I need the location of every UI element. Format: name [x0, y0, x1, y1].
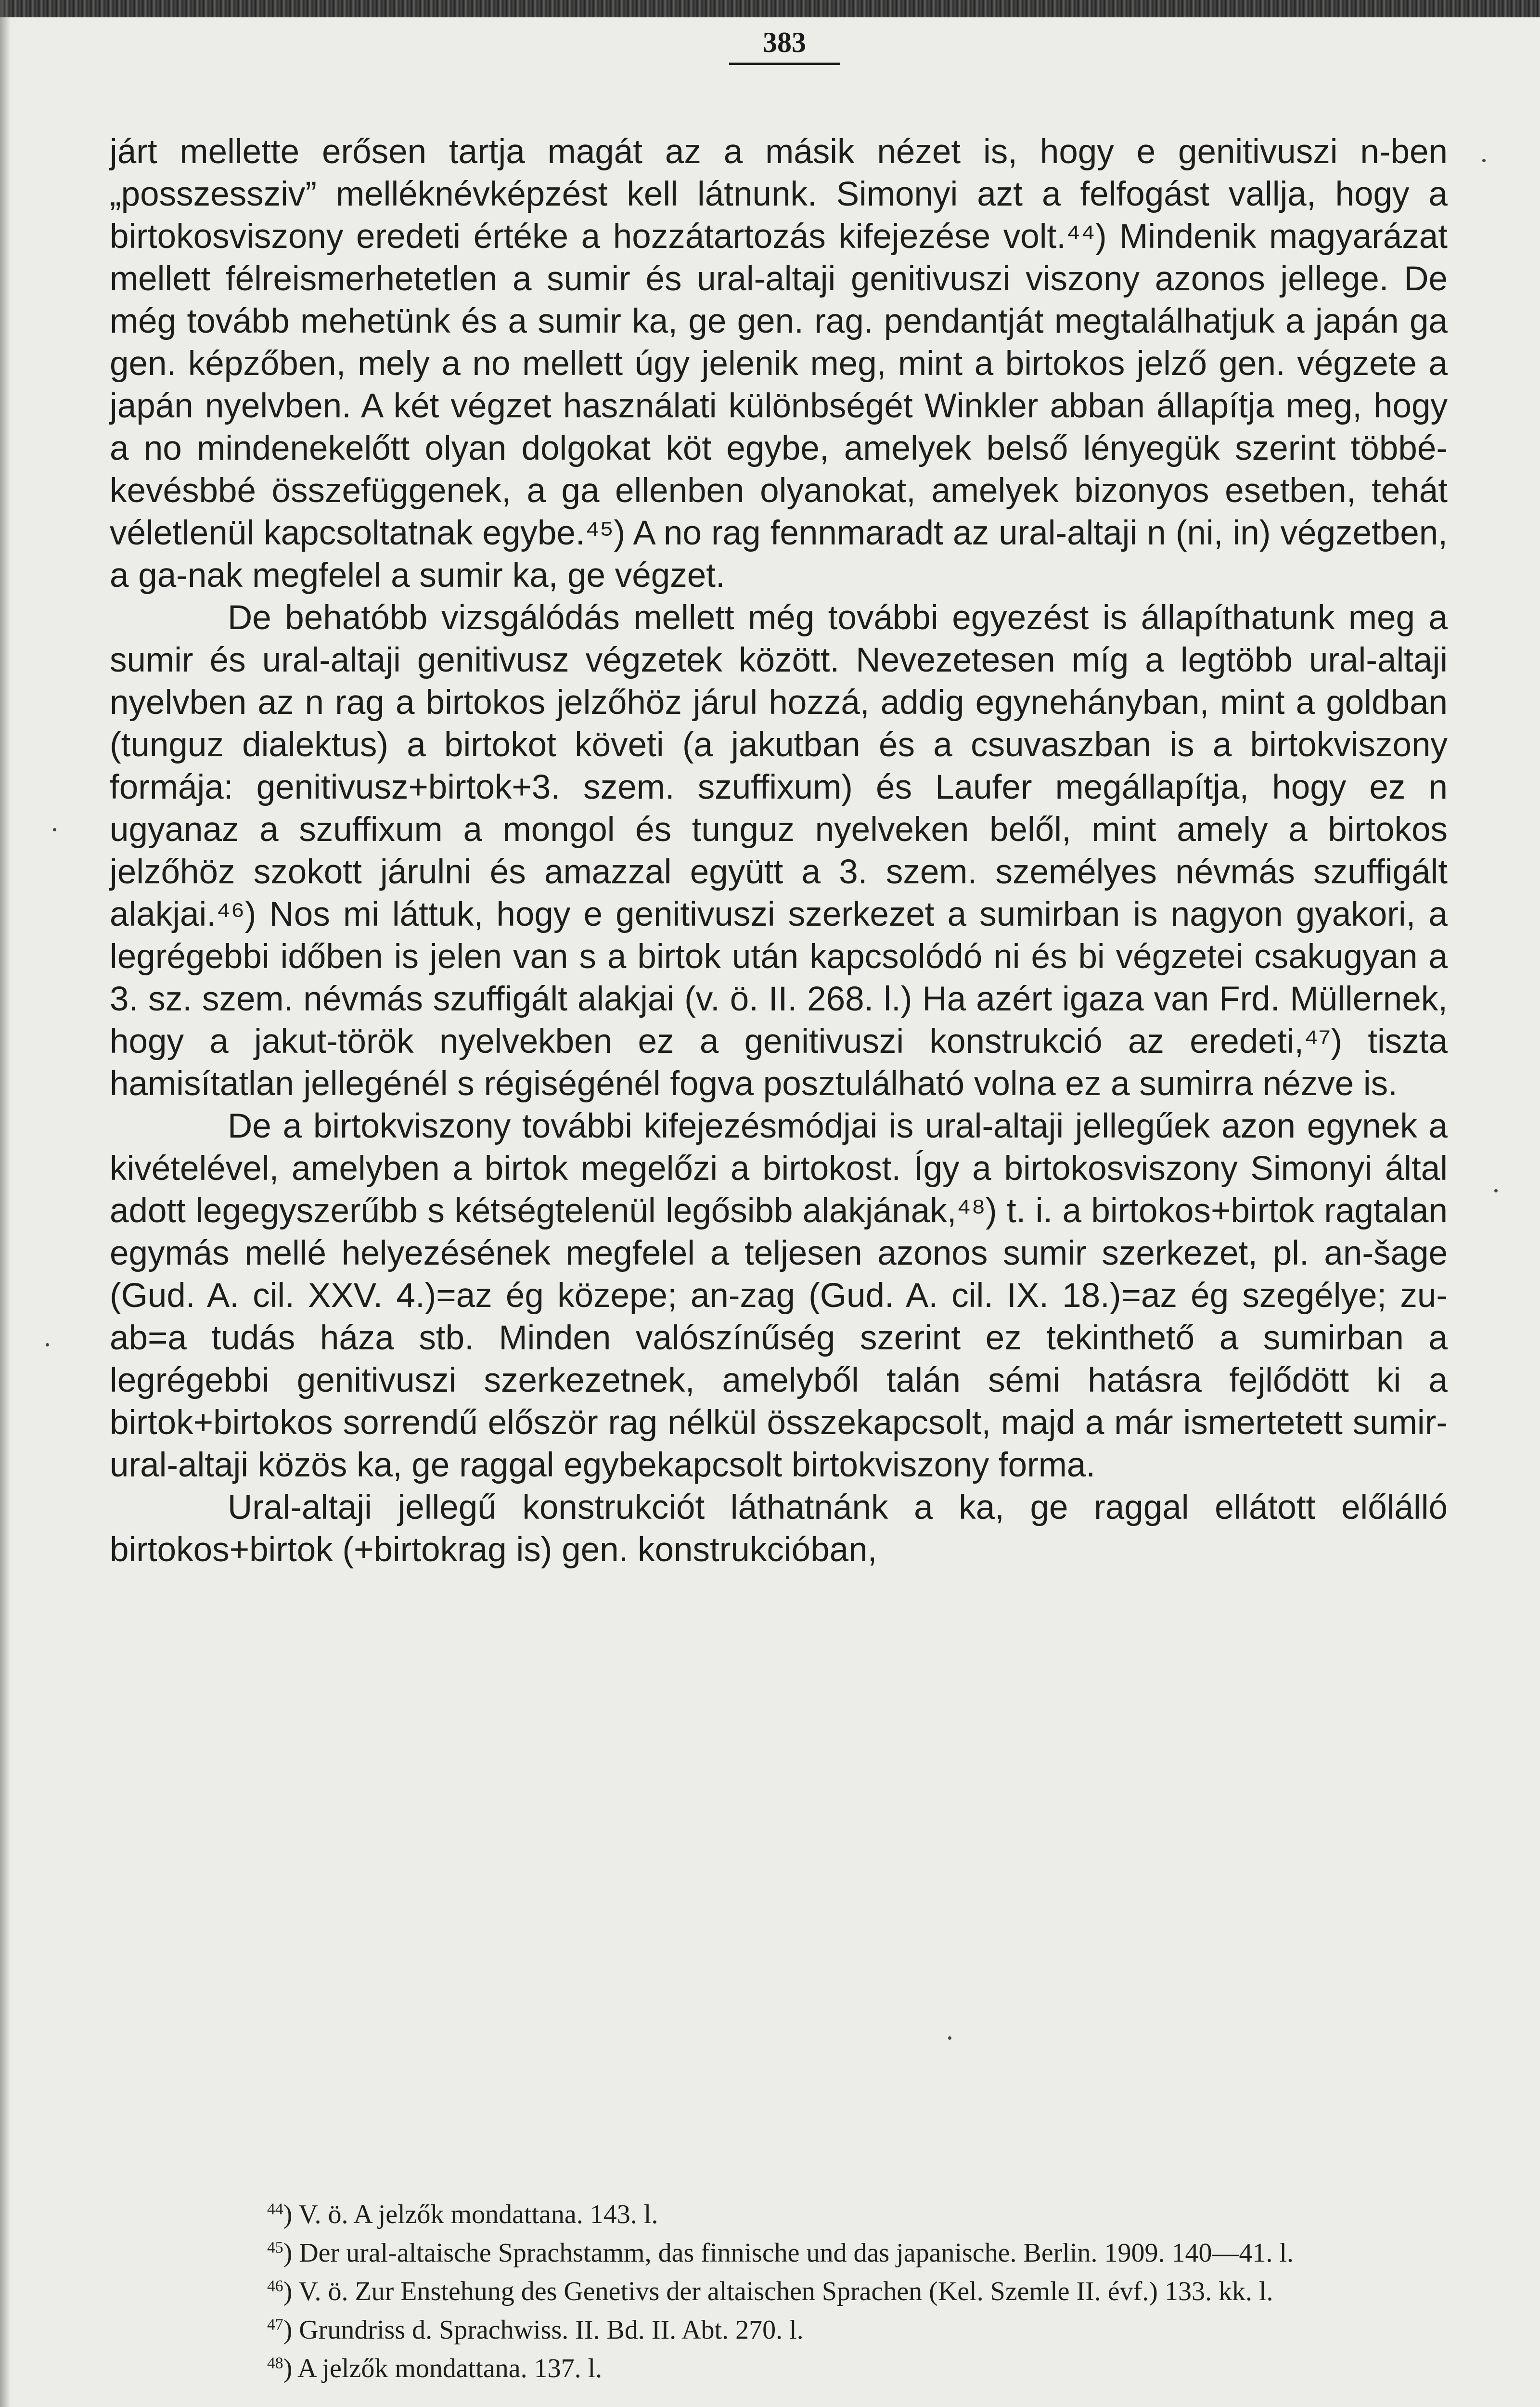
paragraph-4: Ural-altaji jellegű konstrukciót láthatnánk a ka, ge raggal ellátott előlálló birtokos+birtok (+birtokrag is) gen. konstrukcióban, — [110, 1488, 1448, 1569]
footnote-45: $^{45}$) Der ural-altaische Sprachstamm, das finnische und das japanische. Berlin. 1909. 140—41. l. — [267, 2238, 1294, 2268]
footnote-text: V. ö. A jelzők mondattana. 143. l. — [298, 2200, 658, 2229]
scan-edge-left — [0, 0, 11, 2407]
footnote-mark: 47 — [267, 2316, 283, 2334]
paragraph-3: De a birtokviszony további kifejezésmódjai is ural-altaji jellegűek azon egynek a kivételével, amelyben a birtok megelőzi a birtokost. Így a birtokosviszony Simonyi által adott legegyszerűbb s kétségtelenül legősibb alakjának,⁴⁸) t. i. a birtokos+birtok ragtalan egymás mellé helyezésének megfelel a teljesen azonos sumir szerkezet, pl. an-šage (Gud. A. cil. XXV. 4.)=az ég közepe; an-zag (Gud. A. cil. IX. 18.)=az ég szegélye; zu-ab=a tudás háza stb. Minden valószínűség szerint ez tekinthető a sumirban a legrégebbi genitivuszi szerkezetnek, amelyből talán sémi hatásra fejlődött ki a birtok+birtokos sorrendű először rag nélkül összekapcsolt, majd a már ismertetett sumir-ural-altaji közös ka, ge raggal egybekapcsolt birtokviszony forma. — [110, 1107, 1448, 1484]
body-text — [110, 131, 1448, 1571]
scan-speck — [53, 828, 56, 831]
page-number: 383 — [763, 26, 806, 58]
scan-speck — [1482, 159, 1486, 162]
footnote-mark: 45 — [267, 2239, 283, 2257]
footnote-text: V. ö. Zur Enstehung des Genetivs der altaischen Sprachen (Kel. Szemle II. évf.) 133. kk. l. — [298, 2277, 1273, 2306]
footnote-46: $^{46}$) V. ö. Zur Enstehung des Genetivs der altaischen Sprachen (Kel. Szemle II. évf.) 133. kk. l. — [267, 2277, 1273, 2306]
footnote-44: $^{44}$) V. ö. A jelzők mondattana. 143. l. — [267, 2200, 658, 2229]
footnote-text: A jelzők mondattana. 137. l. — [297, 2354, 603, 2383]
footnote-mark: 46 — [267, 2277, 283, 2295]
scan-edge-top — [0, 0, 1540, 17]
footnote-text: Der ural-altaische Sprachstamm, das finnische und das japanische. Berlin. 1909. 140—41. l. — [299, 2238, 1294, 2268]
scan-speck — [948, 2036, 951, 2040]
footnotes — [118, 2195, 1437, 2388]
footnote-47: $^{47}$) Grundriss d. Sprachwiss. II. Bd. II. Abt. 270. l. — [267, 2315, 804, 2345]
footnote-mark: 44 — [267, 2200, 283, 2218]
paragraph-1: járt mellette erősen tartja magát az a másik nézet is, hogy e genitivuszi n-ben „posszessziv” melléknévképzést kell látnunk. Simonyi azt a felfogást vallja, hogy a birtokosviszony eredeti értéke a hozzátartozás kifejezése volt.⁴⁴) Mindenik magyarázat mellett félreismerhetetlen a sumir és ural-altaji genitivuszi viszony azonos jellege. De még tovább mehetünk és a sumir ka, ge gen. rag. pendantját megtalálhatjuk a japán ga gen. képzőben, mely a no mellett úgy jelenik meg, mint a birtokos jelző gen. végzete a japán nyelvben. A két végzet használati különbségét Winkler abban állapítja meg, hogy a no mindenekelőtt olyan dolgokat köt egybe, amelyek belső lényegük szerint többé-kevésbbé összefüggenek, a ga ellenben olyanokat, amelyek bizonyos esetben, tehát véletlenül kapcsoltatnak egybe.⁴⁵) A no rag fennmaradt az ural-altaji n (ni, in) végzetben, a ga-nak megfelel a sumir ka, ge végzet. — [110, 133, 1448, 595]
paragraph-2: De behatóbb vizsgálódás mellett még további egyezést is állapíthatunk meg a sumir és ural-altaji genitivusz végzetek között. Nevezetesen míg a legtöbb ural-altaji nyelvben az n rag a birtokos jelzőhöz járul hozzá, addig egynehányban, mint a goldban (tunguz dialektus) a birtokot követi (a jakutban és a csuvaszban is a birtokviszony formája: genitivusz+birtok+3. szem. szuffixum) és Laufer megállapítja, hogy ez n ugyanaz a szuffixum a mongol és tunguz nyelveken belől, mint amely a birtokos jelzőhöz szokott járulni és amazzal együtt a 3. szem. személyes névmás szuffigált alakjai.⁴⁶) Nos mi láttuk, hogy e genitivuszi szerkezet a sumirban is nagyon gyakori, a legrégebbi időben is jelen van s a birtok után kapcsolódó ni és bi végzetei csakugyan a 3. sz. szem. névmás szuffigált alakjai (v. ö. II. 268. l.) Ha azért igaza van Frd. Müllernek, hogy a jakut-török nyelvekben ez a genitivuszi konstrukció az eredeti,⁴⁷) tiszta hamisítatlan jellegénél s régiségénél fogva posztulálható volna ez a sumirra nézve is. — [110, 599, 1448, 1103]
scan-speck — [46, 1343, 49, 1346]
footnote-text: Grundriss d. Sprachwiss. II. Bd. II. Abt. 270. l. — [299, 2315, 804, 2345]
page-number-rule — [729, 63, 840, 65]
footnote-mark: 48 — [267, 2354, 283, 2372]
footnote-48: $^{48}$) A jelzők mondattana. 137. l. — [267, 2354, 603, 2383]
scan-speck — [1494, 1189, 1498, 1192]
